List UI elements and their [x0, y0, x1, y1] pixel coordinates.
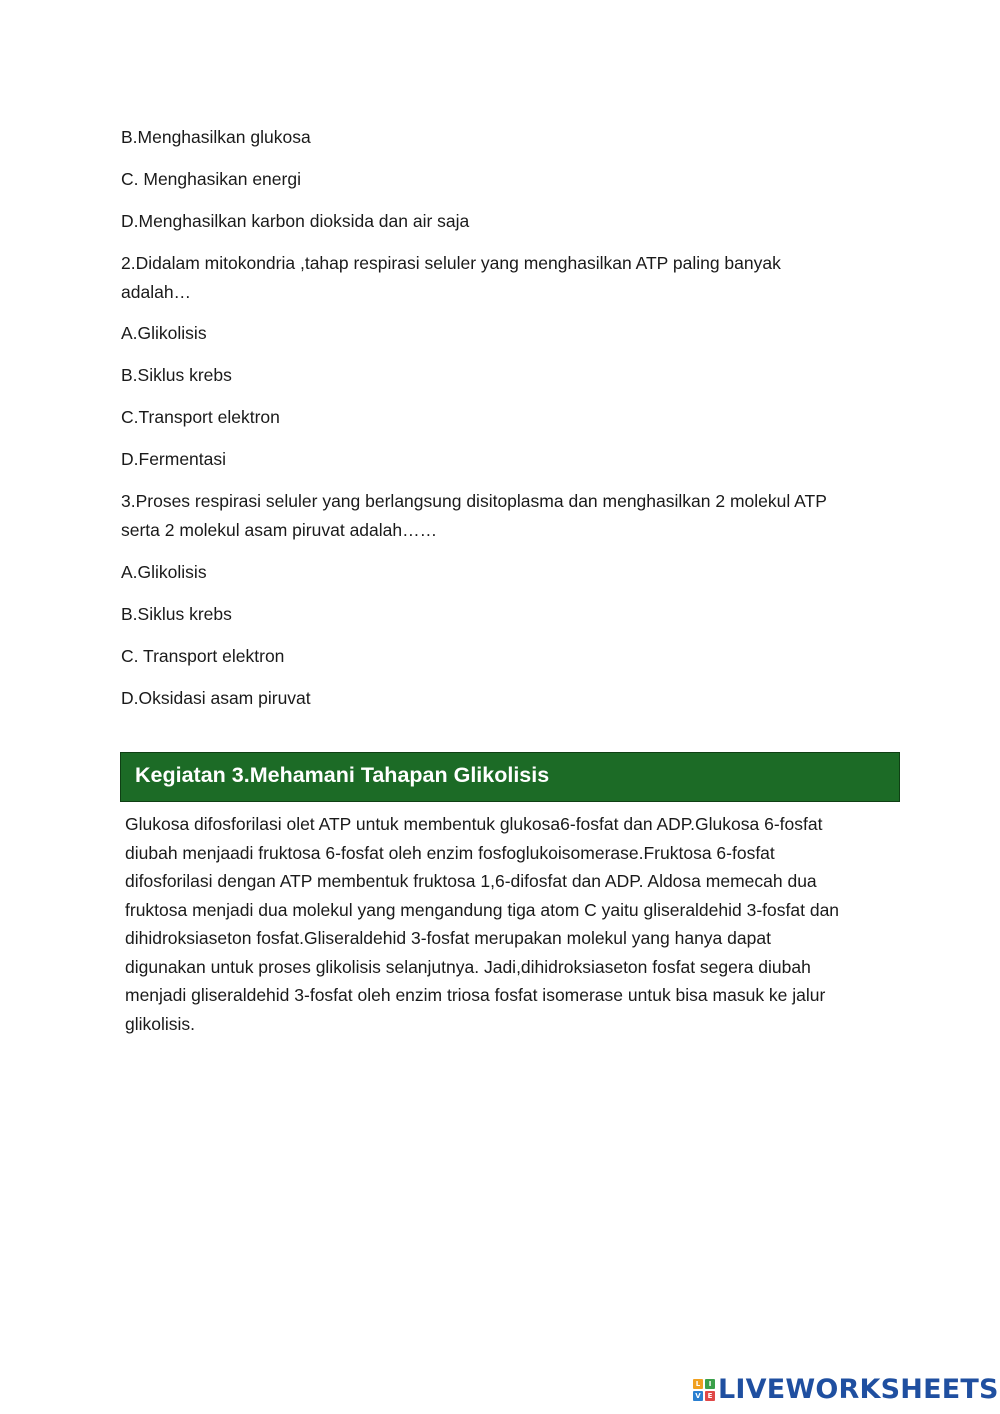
q3-option-a: A.Glikolisis — [121, 562, 207, 582]
logo-block: L — [693, 1379, 703, 1389]
q3-option-b: B.Siklus krebs — [121, 604, 232, 624]
logo-block: I — [705, 1379, 715, 1389]
logo-block: V — [693, 1391, 703, 1401]
q3-option-d: D.Oksidasi asam piruvat — [121, 688, 311, 708]
q2-option-d: D.Fermentasi — [121, 449, 227, 469]
q3-option-c: C. Transport elektron — [121, 646, 285, 666]
q2-stem-line2: adalah… — [121, 282, 192, 302]
paragraph-line: fruktosa menjadi dua molekul yang mengandung tiga atom C yaitu gliseraldehid 3-fosfat dan — [125, 899, 840, 920]
paragraph-line: diubah menjaadi fruktosa 6-fosfat oleh enzim fosfoglukoisomerase.Fruktosa 6-fosfat — [125, 842, 775, 863]
paragraph-line: digunakan untuk proses glikolisis selanjutnya. Jadi,dihidroksiaseton fosfat segera diubah — [125, 956, 811, 977]
q1-option-c: C. Menghasikan energi — [121, 169, 301, 189]
q2-option-b: B.Siklus krebs — [121, 365, 232, 385]
paragraph-line: menjadi gliseraldehid 3-fosfat oleh enzim triosa fosfat isomerase untuk bisa masuk ke jalur — [125, 985, 826, 1005]
paragraph-line: Glukosa difosforilasi olet ATP untuk membentuk glukosa6-fosfat dan ADP.Glukosa 6-fosfat — [125, 814, 823, 834]
liveworksheets-logo — [693, 1375, 999, 1405]
logo-block: E — [705, 1391, 715, 1401]
q1-option-d: D.Menghasilkan karbon dioksida dan air saja — [121, 211, 470, 231]
q2-option-a: A.Glikolisis — [121, 323, 207, 343]
q2-option-c: C.Transport elektron — [121, 407, 280, 427]
q3-stem-line1: 3.Proses respirasi seluler yang berlangsung disitoplasma dan menghasilkan 2 molekul ATP — [121, 491, 827, 511]
section-paragraph — [125, 810, 895, 1038]
q3-stem-line2: serta 2 molekul asam piruvat adalah…… — [121, 520, 438, 540]
section-header: Kegiatan 3.Mehamani Tahapan Glikolisis — [120, 752, 900, 802]
paragraph-line: dihidroksiaseton fosfat.Gliseraldehid 3-fosfat merupakan molekul yang hanya dapat — [125, 928, 771, 948]
logo-blocks-icon — [693, 1379, 715, 1401]
q2-stem-line1: 2.Didalam mitokondria ,tahap respirasi seluler yang menghasilkan ATP paling banyak — [121, 253, 781, 273]
paragraph-line: difosforilasi dengan ATP membentuk fruktosa 1,6-difosfat dan ADP. Aldosa memecah dua — [125, 871, 817, 891]
paragraph-line: glikolisis. — [125, 1013, 196, 1034]
logo-text: LIVEWORKSHEETS — [718, 1374, 999, 1405]
q1-option-b: B.Menghasilkan glukosa — [121, 127, 311, 147]
